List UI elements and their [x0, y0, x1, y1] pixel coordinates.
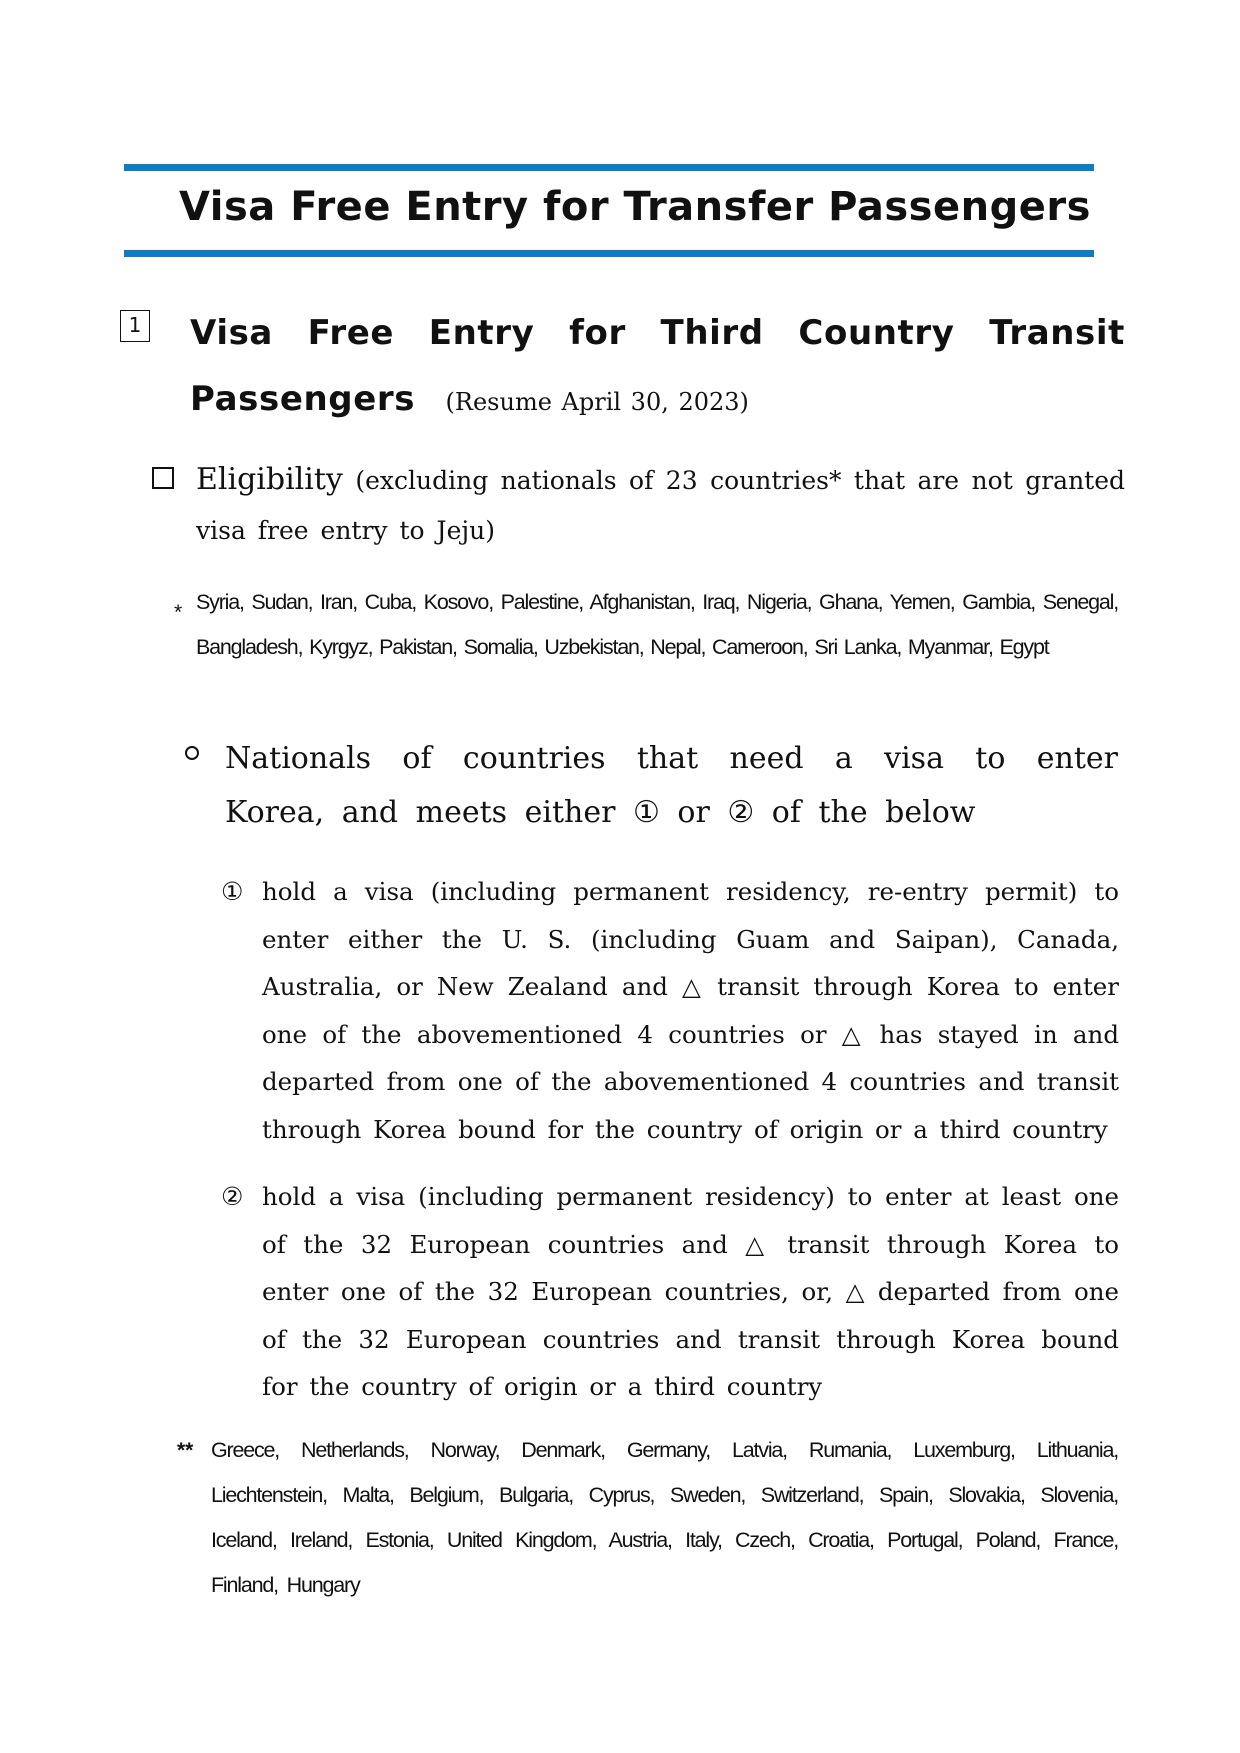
section-number-box: 1: [120, 310, 150, 342]
section-note: (Resume April 30, 2023): [445, 388, 749, 416]
checkbox-square-icon: [152, 467, 174, 489]
section-title-text: Visa Free Entry for Third Country Transit Passengers: [190, 313, 1125, 419]
bullet-text: Nationals of countries that need a visa to enter Korea, and meets either ① or ② of the below: [225, 741, 1118, 830]
footnote-2-mark: **: [177, 1439, 194, 1462]
footnote-1-mark: *: [174, 601, 183, 624]
title-block: [124, 164, 1094, 260]
section-heading: [120, 300, 1125, 430]
eligibility-label: Eligibility: [196, 462, 343, 497]
item-1-text: hold a visa (including permanent residency, re-entry permit) to enter either the U. S. (including Guam and Saipan), Canada, Australia, or New Zealand and △ transit through Korea to enter one of the abovementioned 4 countries or △ has stayed in and departed from one of the abovementioned 4 countries and transit through Korea bound for the country of origin or a third country: [262, 877, 1119, 1144]
title-rule-top: [124, 164, 1094, 171]
eligibility-description: (excluding nationals of 23 countries* that are not granted visa free entry to Jeju): [196, 466, 1126, 545]
document-title: Visa Free Entry for Transfer Passengers: [179, 184, 1091, 230]
footnote-2-text: Greece, Netherlands, Norway, Denmark, Germany, Latvia, Rumania, Luxemburg, Lithuania, Liechtenstein, Malta, Belgium, Bulgaria, Cyprus, Sweden, Switzerland, Spain, Slovakia, Slovenia, Iceland, Ireland, Estonia, United Kingdom, Austria, Italy, Czech, Croatia, Portugal, Poland, France, Finland, Hungary: [211, 1438, 1118, 1597]
item-1-marker: ①: [221, 877, 244, 906]
footnote-1-text: Syria, Sudan, Iran, Cuba, Kosovo, Palestine, Afghanistan, Iraq, Nigeria, Ghana, Yemen, Gambia, Senegal, Bangladesh, Kyrgyz, Pakistan, Somalia, Uzbekistan, Nepal, Cameroon, Sri Lanka, Myanmar, Egypt: [196, 590, 1118, 659]
title-rule-bottom: [124, 250, 1094, 257]
item-2-marker: ②: [221, 1182, 244, 1211]
section-title: [190, 300, 1125, 435]
circle-bullet-icon: [185, 746, 199, 760]
eligibility-text: [196, 455, 1125, 556]
item-2-text: hold a visa (including permanent residency) to enter at least one of the 32 European countries and △ transit through Korea to enter one of the 32 European countries, or, △ departed from one of the 32 European countries and transit through Korea bound for the country of origin or a third country: [262, 1182, 1119, 1401]
